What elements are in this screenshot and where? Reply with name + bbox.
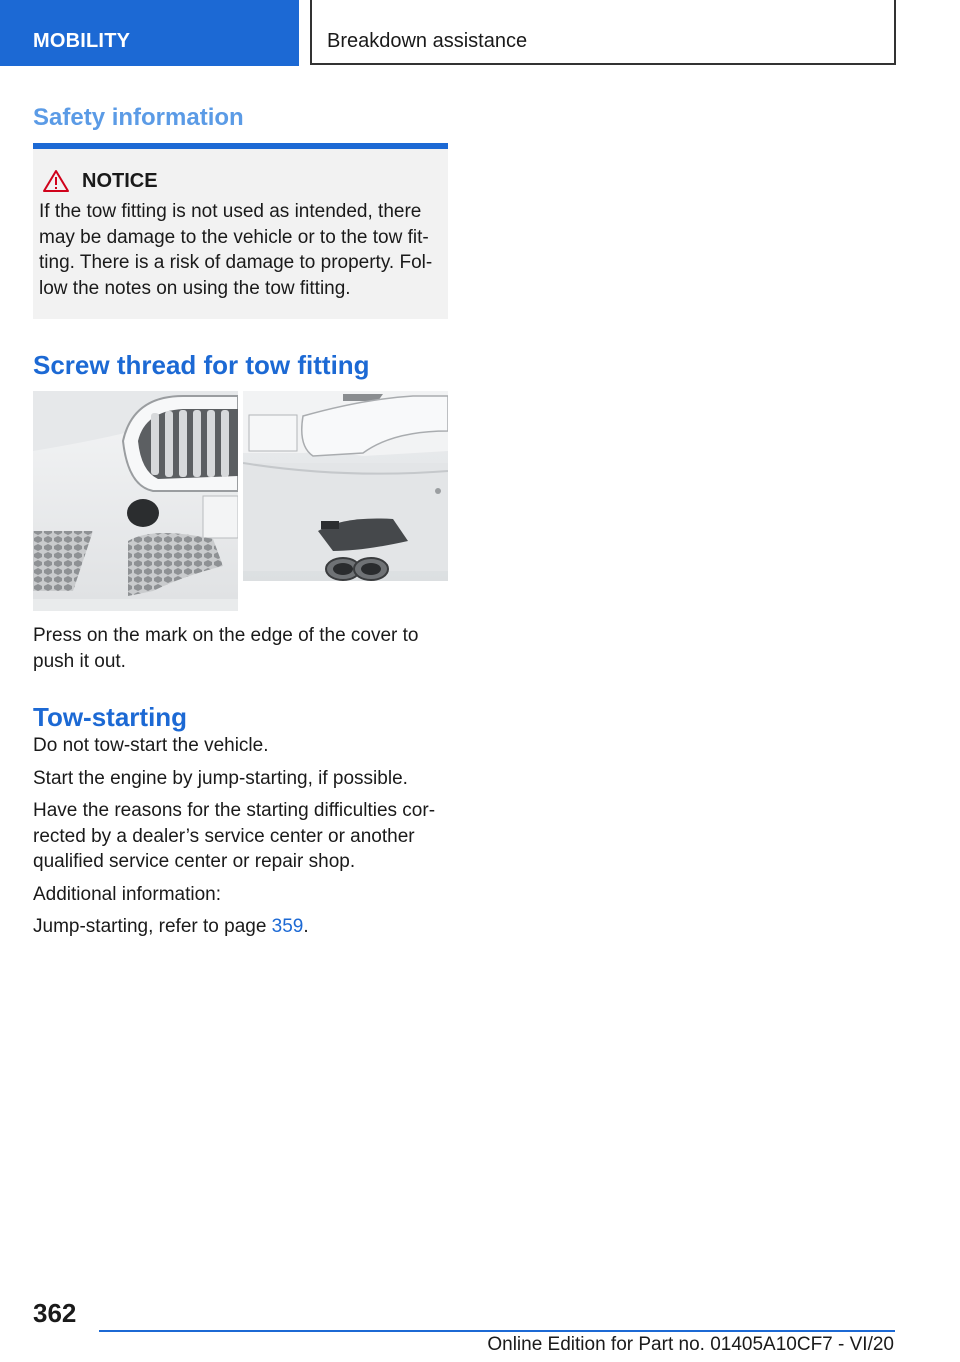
screw-thread-heading: Screw thread for tow fitting — [33, 350, 370, 380]
tow-starting-heading: Tow-starting — [33, 702, 188, 732]
footer-divider — [99, 1330, 895, 1332]
screw-thread-caption: Press on the mark on the edge of the cover to push it out. — [33, 625, 419, 672]
edition-info: Online Edition for Part no. 01405A10CF7 - VI/20 — [487, 1334, 894, 1355]
tow-starting-p1: Do not tow-start the vehicle. — [33, 735, 269, 756]
reference-text: Jump-starting, refer to page — [33, 916, 272, 937]
chapter-title: Breakdown assistance — [310, 0, 896, 65]
section-tab: MOBILITY — [0, 0, 299, 66]
tow-fitting-figure — [33, 391, 448, 611]
notice-label: NOTICE — [82, 169, 158, 192]
reference-period: . — [303, 916, 309, 937]
warning-triangle-icon — [42, 169, 70, 193]
tow-starting-p4: Additional information: — [33, 883, 221, 905]
notice-header — [39, 169, 436, 193]
notice-text: If the tow fitting is not used as intended, there may be damage to the vehicle or to the tow fitting. There is a risk of damage to property. Follow the notes on using the tow fitting. — [39, 201, 433, 299]
page-header — [0, 0, 960, 66]
page-content — [33, 100, 448, 940]
page-link-359[interactable]: 359 — [271, 916, 304, 937]
safety-heading: Safety information — [33, 104, 244, 131]
page-number: 362 — [33, 1298, 77, 1328]
front-bumper-illustration — [33, 391, 238, 611]
tow-starting-p2: Start the engine by jump-starting, if possible. — [33, 767, 408, 789]
rear-bumper-illustration — [243, 391, 448, 581]
tow-starting-p3: Have the reasons for the starting difficulties corrected by a dealer’s service center or another qualified service center or repair shop. — [33, 800, 436, 872]
notice-box — [33, 143, 448, 319]
jump-start-reference — [33, 914, 448, 940]
